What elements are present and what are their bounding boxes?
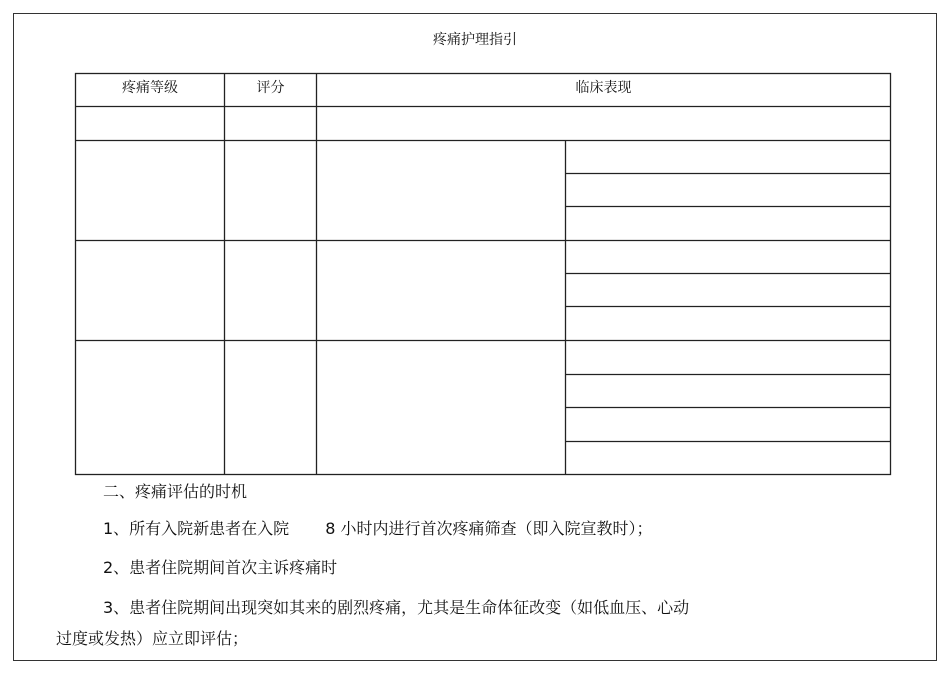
list-item-1 [103, 518, 652, 540]
list-item-3-line-2: 过度或发热）应立即评估； [56, 629, 249, 648]
list-item-1-prefix: 1、所有入院新患者在入院 [103, 519, 290, 538]
header-clinical-manifestation: 临床表现 [575, 80, 632, 96]
list-item-1-suffix: 8 小时内进行首次疼痛筛查（即入院宣教时）； [325, 519, 653, 538]
header-score: 评分 [256, 80, 285, 96]
section-heading: 二、疼痛评估的时机 [103, 482, 248, 501]
list-item-2: 2、患者住院期间首次主诉疼痛时 [103, 558, 338, 577]
document-title: 疼痛护理指引 [433, 32, 517, 48]
list-item-3-line-1: 3、患者住院期间出现突如其来的剧烈疼痛，尤其是生命体征改变（如低血压、心动 [103, 598, 690, 617]
header-pain-level: 疼痛等级 [122, 80, 178, 96]
